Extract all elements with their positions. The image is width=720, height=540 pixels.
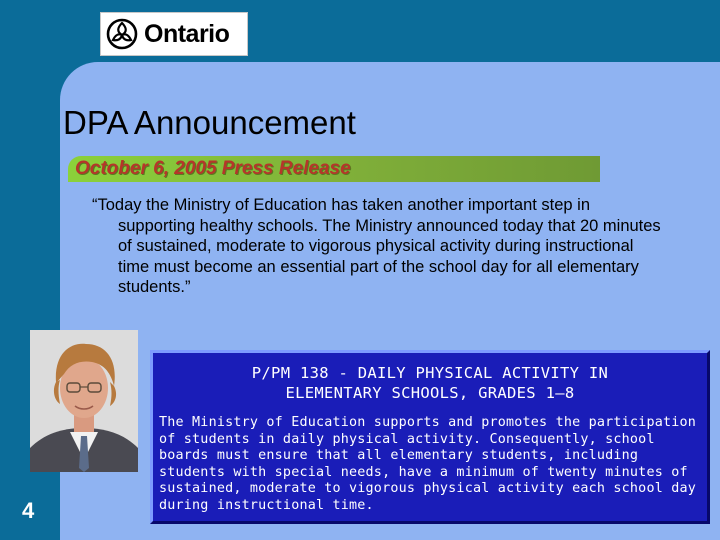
trillium-icon [106, 18, 138, 50]
policy-body-text: The Ministry of Education supports and promotes the participation of students in daily physical activity. Consequently, school boards must ensure that all elementary students, including students with special needs, have a minimum of twenty minutes of sustained, moderate to vigorous physical activity each school day during instructional time. [159, 415, 697, 513]
policy-box [150, 350, 710, 524]
policy-heading [153, 363, 707, 403]
portrait-image [30, 330, 138, 472]
press-release-subtitle: October 6, 2005 Press Release [75, 158, 351, 179]
policy-heading-line-1: P/PM 138 - DAILY PHYSICAL ACTIVITY IN [251, 364, 609, 382]
portrait-photo [30, 330, 138, 472]
slide-title: DPA Announcement [63, 104, 356, 141]
slide-number: 4 [22, 498, 35, 523]
policy-heading-line-2: ELEMENTARY SCHOOLS, GRADES 1–8 [285, 384, 575, 402]
ontario-logo [100, 12, 248, 56]
logo-wordmark: Ontario [144, 19, 230, 48]
press-release-quote: “Today the Ministry of Education has taken another important step in supporting healthy schools. The Ministry announced today that 20 minutes of sustained, moderate to vigorous physical activity during instructional time must become an essential part of the school day for all elementary students.” [92, 196, 661, 296]
